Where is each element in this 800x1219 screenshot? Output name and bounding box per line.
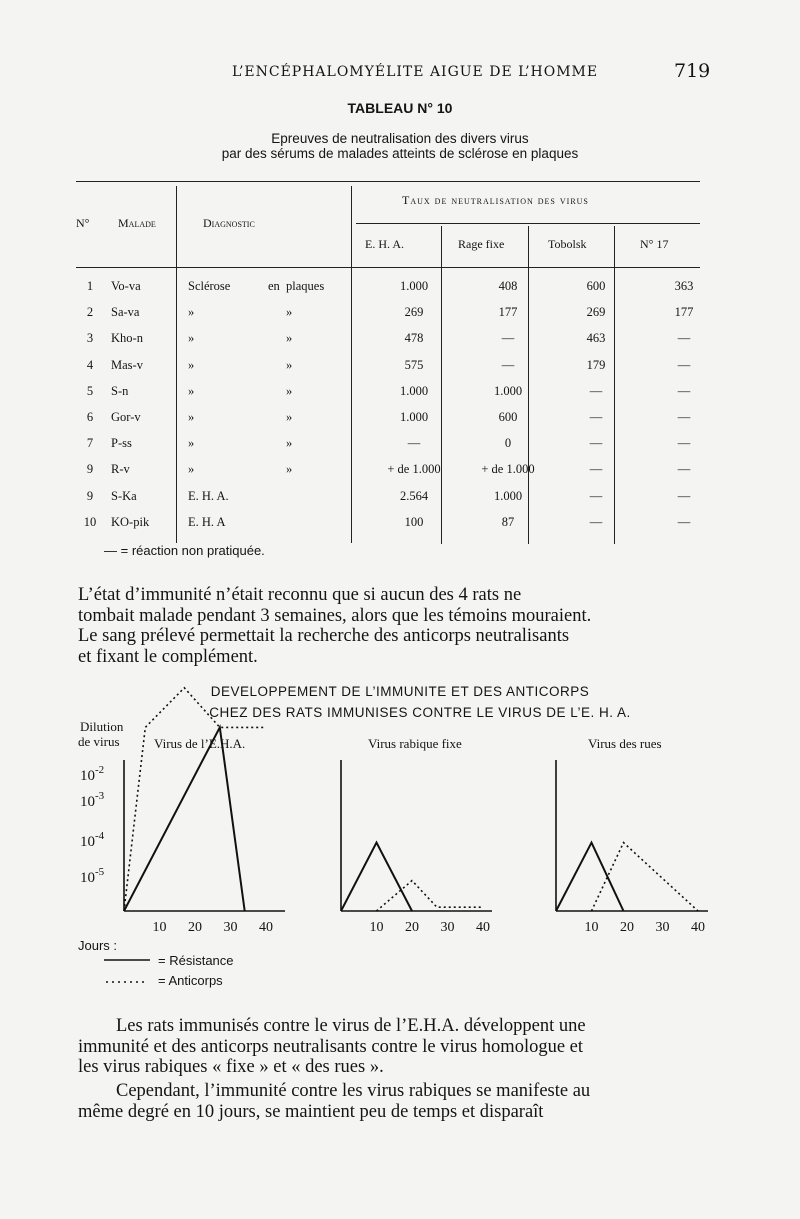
x-tick-label: 10: [152, 920, 167, 935]
text-line: les virus rabiques « fixe » et « des rues ».: [78, 1057, 384, 1077]
series-resistance-line: [341, 843, 412, 911]
table-cell-n17: 363: [674, 279, 694, 293]
table-cell-no: 1: [86, 279, 94, 293]
table-caption-line1: Epreuves de neutralisation des divers virus: [271, 131, 529, 146]
table-cell-n17: 177: [674, 305, 694, 320]
table-cell-malade: KO-pik: [111, 514, 150, 529]
table-cell-rage: 600: [498, 410, 518, 424]
table-cell-rage: 87: [501, 514, 515, 529]
table-cell-diag1: »: [188, 305, 195, 320]
series-anticorps-line: [124, 688, 266, 911]
table-cell-tobolsk: —: [589, 436, 603, 451]
table-cell-no: 9: [86, 488, 94, 503]
table-cell-rage: 0: [504, 436, 512, 451]
table-cell-rage: 1.000: [493, 488, 523, 503]
x-tick-label: 20: [620, 920, 634, 935]
chart-title: Virus des rues: [588, 736, 662, 751]
table-cell-rage: 408: [498, 279, 518, 293]
table-cell-eha: 2.564: [399, 488, 429, 503]
table-cell-diag1: »: [188, 410, 195, 424]
x-tick-label: 30: [655, 920, 670, 935]
y-tick-label: $10^{-2}$: [80, 764, 105, 784]
table-cell-malade: R-v: [111, 462, 130, 477]
figure-title-line1: DEVELOPPEMENT DE L’IMMUNITE ET DES ANTICORPS: [210, 684, 590, 699]
table-cell-rage: 177: [498, 305, 518, 320]
table-cell-n17: —: [677, 383, 691, 398]
table-cell-malade: Gor-v: [111, 410, 141, 424]
table-caption-line2: par des sérums de malades atteints de sclérose en plaques: [221, 146, 579, 161]
table-footnote: — = réaction non pratiquée.: [104, 543, 265, 558]
y-tick-label: $10^{-4}$: [80, 830, 105, 850]
x-tick-label: 20: [405, 920, 419, 935]
table-cell-diag1: E. H. A.: [188, 488, 229, 503]
table-cell-malade: Sa-va: [111, 305, 140, 320]
table-cell-n17: —: [677, 488, 691, 503]
y-tick-label: $10^{-3}$: [80, 790, 105, 810]
table-cell-diag1: »: [188, 357, 195, 372]
table-cell-malade: Kho-n: [111, 331, 143, 346]
table-cell-diag3: »: [286, 383, 293, 398]
table-cell-no: 4: [86, 357, 94, 372]
y-axis-label-line2: de virus: [78, 734, 120, 749]
table-cell-eha: + de 1.000: [387, 462, 441, 477]
paragraph-3: [78, 1081, 702, 1122]
text-line: Les rats immunisés contre le virus de l’E.H.A. développent une: [116, 1016, 586, 1036]
table-cell-eha: 1.000: [399, 383, 429, 398]
table-cell-diag2: en: [268, 279, 280, 293]
table-cell-rage: —: [501, 331, 515, 346]
table-cell-eha: 1.000: [399, 410, 429, 424]
table-cell-diag1: »: [188, 436, 195, 451]
x-tick-label: 40: [691, 920, 705, 935]
table-cell-diag1: »: [188, 462, 195, 477]
table-cell-malade: S-n: [111, 383, 129, 398]
y-axis-label-line1: Dilution: [80, 719, 124, 734]
table-cell-malade: S-Ka: [111, 488, 137, 503]
table-cell-eha: —: [407, 436, 421, 451]
table-cell-diag3: »: [286, 305, 293, 320]
legend-resistance: = Résistance: [158, 953, 234, 968]
header-n17: N° 17: [640, 237, 669, 251]
text-line: tombait malade pendant 3 semaines, alors que les témoins mouraient.: [78, 605, 592, 626]
series-resistance-line: [556, 843, 624, 911]
series-anticorps-line: [377, 881, 484, 911]
table-cell-tobolsk: —: [589, 488, 603, 503]
table-cell-tobolsk: 179: [586, 357, 606, 372]
table-cell-eha: 269: [404, 305, 424, 320]
x-tick-label: 30: [440, 920, 455, 935]
table-cell-rage: 1.000: [493, 383, 523, 398]
table-cell-eha: 100: [404, 514, 424, 529]
text-line: L’état d’immunité n’était reconnu que si aucun des 4 rats ne: [78, 585, 522, 605]
table-cell-n17: —: [677, 514, 691, 529]
x-tick-label: 10: [369, 920, 384, 935]
table-cell-no: 9: [86, 462, 94, 477]
table-cell-no: 6: [86, 410, 94, 424]
table-cell-tobolsk: —: [589, 410, 603, 424]
table-cell-no: 5: [86, 383, 94, 398]
legend-swatches: [104, 958, 164, 988]
table-cell-tobolsk: 463: [586, 331, 606, 346]
table-cell-tobolsk: —: [589, 514, 603, 529]
table-cell-malade: Vo-va: [111, 279, 141, 293]
table-cell-eha: 1.000: [399, 279, 429, 293]
table-cell-eha: 575: [404, 357, 424, 372]
table-cell-diag1: »: [188, 383, 195, 398]
running-head: L’ENCÉPHALOMYÉLITE AIGUE DE L’HOMME: [232, 64, 599, 80]
table-cell-diag3: »: [286, 410, 293, 424]
header-no: N°: [76, 216, 90, 230]
header-tobolsk: Tobolsk: [548, 237, 587, 251]
paragraph-2: [78, 1016, 702, 1078]
table-cell-no: 7: [86, 436, 94, 451]
y-tick-label: $10^{-5}$: [80, 866, 105, 886]
chart-title: Virus rabique fixe: [368, 736, 462, 751]
text-line: même degré en 10 jours, se maintient peu de temps et disparaît: [78, 1101, 544, 1122]
charts-layer: [80, 688, 708, 935]
table-cell-malade: Mas-v: [111, 357, 143, 372]
header-rage-fixe: Rage fixe: [458, 237, 505, 251]
table-cell-diag1: »: [188, 331, 195, 346]
table-cell-diag3: »: [286, 331, 293, 346]
series-resistance-line: [124, 727, 245, 911]
table-cell-diag3: »: [286, 436, 293, 451]
table-cell-rage: —: [501, 357, 515, 372]
table-cell-tobolsk: —: [589, 462, 603, 477]
text-line: Cependant, l’immunité contre les virus rabiques se manifeste au: [116, 1081, 591, 1101]
table-cell-diag1: E. H. A: [188, 514, 226, 529]
table-cell-diag3: plaques: [286, 279, 325, 293]
x-axis-label: Jours :: [78, 938, 118, 953]
text-line: Le sang prélevé permettait la recherche des anticorps neutralisants: [78, 626, 570, 646]
x-tick-label: 40: [476, 920, 490, 935]
legend-anticorps: = Anticorps: [158, 973, 223, 988]
x-tick-label: 10: [584, 920, 599, 935]
table-cell-tobolsk: 600: [586, 279, 606, 293]
table-cell-no: 3: [86, 331, 94, 346]
figure-title-line2: CHEZ DES RATS IMMUNISES CONTRE LE VIRUS DE L’E. H. A.: [209, 705, 631, 720]
table-cell-no: 10: [83, 514, 97, 529]
header-malade: Malade: [118, 216, 156, 230]
table-cell-n17: —: [677, 410, 691, 424]
table-cell-diag1: Sclérose: [188, 279, 231, 293]
table-cell-malade: P-ss: [111, 436, 132, 451]
table-cell-tobolsk: —: [589, 383, 603, 398]
header-taux: Taux de neutralisation des virus: [402, 193, 589, 207]
table-cell-n17: —: [677, 357, 691, 372]
page-number: 719: [674, 60, 711, 82]
x-tick-label: 20: [188, 920, 202, 935]
table-cell-tobolsk: 269: [586, 305, 606, 320]
x-tick-label: 40: [259, 920, 273, 935]
table-title: TABLEAU N° 10: [347, 100, 453, 116]
table-cell-n17: —: [677, 331, 691, 346]
table-cell-diag3: »: [286, 462, 293, 477]
header-eha: E. H. A.: [365, 237, 404, 251]
text-line: immunité et des anticorps neutralisants contre le virus homologue et: [78, 1036, 584, 1057]
table-cell-n17: —: [677, 462, 691, 477]
table-cell-diag3: »: [286, 357, 293, 372]
text-line: et fixant le complément.: [78, 646, 258, 667]
header-diagnostic: Diagnostic: [203, 216, 255, 230]
chart-title: Virus de l’E.H.A.: [154, 736, 246, 751]
table-cell-eha: 478: [404, 331, 424, 346]
x-tick-label: 30: [223, 920, 238, 935]
table-cell-n17: —: [677, 436, 691, 451]
table-cell-no: 2: [86, 305, 94, 320]
table-cell-rage: + de 1.000: [481, 462, 535, 477]
